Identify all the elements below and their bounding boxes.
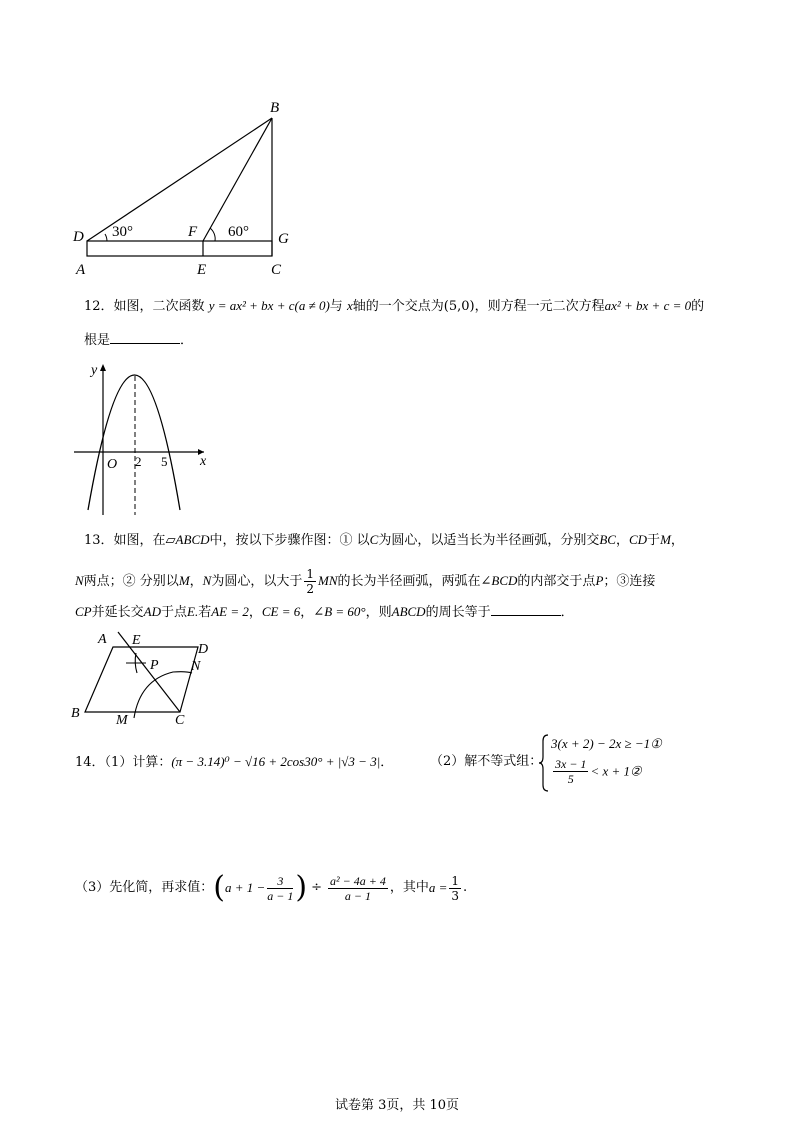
inequality-1: 3(x + 2) − 2x ≥ −1① [551,736,662,751]
tick-5: 5 [161,454,168,469]
answer-blank-q12[interactable] [110,331,180,344]
q13-label-N: N [191,659,201,674]
axis-y-label: y [91,363,98,378]
q13-line1: 13．如图，在▱ABCD中，按以下步骤作图：① 以C为圆心，以适当长为半径画弧，分别交BC，CD于M， [84,532,684,548]
q13-label-D: D [198,642,209,657]
q12-point: (5,0) [443,299,475,314]
q13-line2: N两点；② 分别以M，N为圆心，以大于 $\frac{1}{2}$ MN的长为半径画弧，两弧在∠BCD的内部交于点P；③连接 [75,567,656,596]
label-E: E [197,262,207,278]
figure-q12-parabola [70,360,220,520]
figure-q13-parallelogram [68,625,228,730]
axis-x-label: x [200,454,207,469]
q13-label-P: P [150,658,159,673]
label-G: G [278,231,289,247]
page-footer: 试卷第 3页，共 10页 [334,1098,460,1113]
q12-line1: 12．如图，二次函数 y = ax² + bx + c(a ≠ 0)与 x轴的一个交点为(5,0)，则方程一元二次方程ax² + bx + c = 0的 [84,298,705,314]
q12-number: 12． [84,299,114,314]
q14-expr1: (π − 3.14)⁰ − √16 + 2cos30° + |√3 − 3| [171,754,381,769]
label-A: A [76,262,86,278]
label-D: D [73,229,84,245]
left-brace-icon [538,733,550,793]
q12-line2: 根是 ． [84,333,194,348]
q13-label-B: B [71,706,80,721]
q13-label-C: C [175,713,185,728]
fraction-one-third: $\frac{1}{3}$ [451,873,460,903]
fraction-half: $\frac{1}{2}$ [306,567,314,596]
label-C: C [271,262,282,278]
label-F: F [188,224,198,240]
q12-equation: ax² + bx + c = 0 [604,298,692,313]
q13-label-E: E [132,633,141,648]
figure-q11 [70,95,300,280]
q13-label-A: A [98,632,107,647]
q14-part2-label: （2）解不等式组： [430,754,543,769]
q12-expr: y = ax² + bx + c [208,298,295,313]
origin-label: O [107,457,118,472]
q13-number: 13． [84,533,114,548]
angle-60: 60° [228,224,249,240]
inequality-system [538,733,668,793]
answer-blank-q13[interactable] [491,603,561,616]
q14-part3: （3）先化简，再求值：(a + 1 − $\frac{3}{a - 1}$ ) ÷ $\frac{\text{a² − 4a + 4}}{a - 1}$ ，其中a = $\frac{1}{3}$ . [75,870,468,905]
label-B: B [270,100,280,116]
q13-line3: CP并延长交AD于点E.若AE = 2，CE = 6，∠B = 60°，则ABCD的周长等于 ． [75,604,574,620]
q14-number: 14． [75,755,105,770]
tick-2: 2 [135,454,142,469]
fraction-3-over-a-minus-1: $\frac{3}{a - 1}$ [267,873,294,903]
inequality-2: $\frac{3x - 1}{5}$ < x + 1② [555,757,642,786]
angle-30: 30° [112,224,133,240]
q13-label-M: M [116,713,128,728]
q14-part1: 14．（1）计算：(π − 3.14)⁰ − √16 + 2cos30° + |√3 − 3|． [75,754,394,770]
fraction-quadratic: $\frac{\text{a² − 4a + 4}}{a - 1}$ [330,873,386,903]
